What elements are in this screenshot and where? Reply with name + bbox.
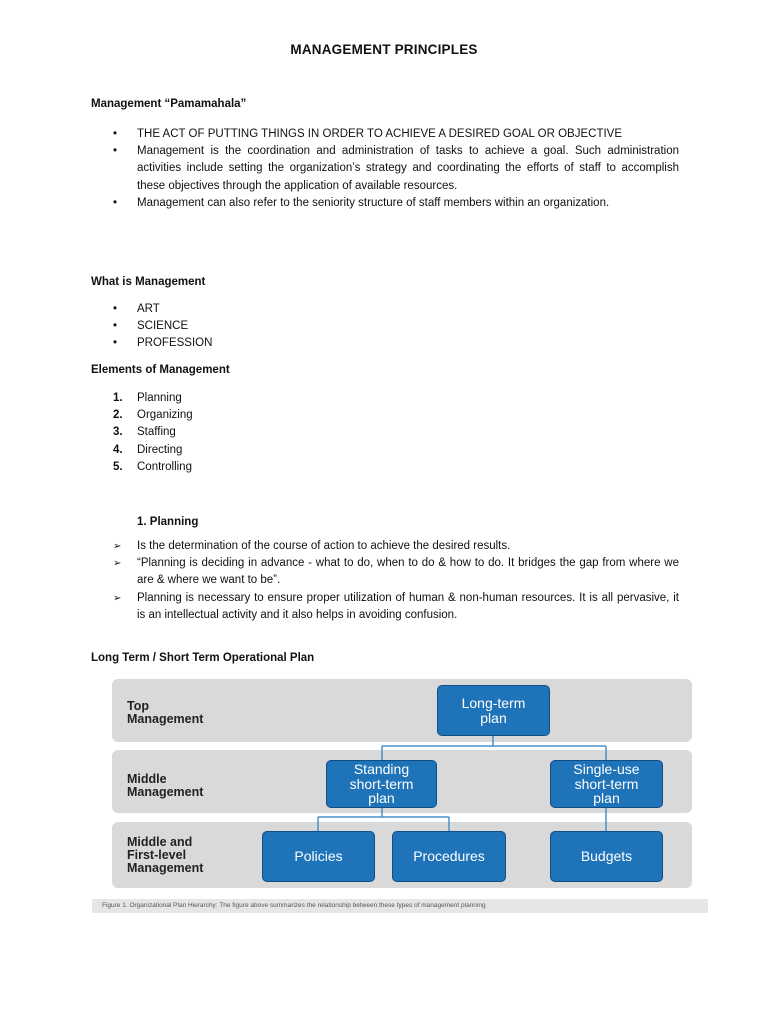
- heading-pamamahala: Management “Pamamahala”: [91, 98, 247, 110]
- band-label-middle: Middle Management: [127, 772, 204, 799]
- heading-what-is-management: What is Management: [91, 276, 206, 288]
- list-item: • Management is the coordination and administration of tasks to achieve a goal. Such administration activities include setting the organization’s strategy and coordinating the efforts of staff to accomplish these objectives through the application of available resources.: [113, 145, 679, 192]
- heading-planning: Planning: [149, 516, 199, 528]
- bullet-marker: •: [113, 128, 118, 140]
- list-item: • SCIENCE: [113, 318, 212, 335]
- elements-list: [113, 390, 193, 476]
- bullet-marker: •: [113, 145, 118, 158]
- list-item: 2. Organizing: [113, 409, 193, 422]
- list-item: • Management can also refer to the seniority structure of staff members within an organization.: [113, 195, 679, 212]
- heading-elements: Elements of Management: [91, 364, 230, 376]
- list-item: 4. Directing: [113, 443, 183, 456]
- list-item: • THE ACT OF PUTTING THINGS IN ORDER TO ACHIEVE A DESIRED GOAL OR OBJECTIVE: [113, 126, 679, 143]
- list-item: • ART: [113, 301, 212, 318]
- bullet-marker: •: [113, 196, 118, 209]
- box-single-use-plan: Single-use short-term plan: [550, 760, 663, 808]
- box-budgets: Budgets: [550, 831, 663, 882]
- planning-heading-row: [113, 514, 198, 531]
- list-item: ➢ “Planning is deciding in advance - what to do, when to do & how to do. It bridges the gap from where we are & where we want to be”.: [113, 557, 679, 587]
- planning-number: 1.: [137, 516, 147, 528]
- box-standing-plan: Standing short-term plan: [326, 760, 437, 808]
- arrow-bullet-icon: ➢: [113, 541, 122, 552]
- bullet-marker: •: [113, 320, 118, 333]
- pamamahala-list: [113, 126, 679, 212]
- list-item: ➢ Planning is necessary to ensure proper utilization of human & non-human resources. It is all pervasive, it is an intellectual activity and it also helps in avoiding confusion.: [113, 591, 679, 621]
- planning-list: [113, 538, 679, 624]
- list-item: • PROFESSION: [113, 335, 212, 352]
- list-item: 1. Planning: [113, 392, 182, 404]
- list-item: 5. Controlling: [113, 460, 192, 473]
- list-item: 3. Staffing: [113, 426, 176, 439]
- plan-hierarchy-diagram: [92, 676, 708, 914]
- heading-operational-plan: Long Term / Short Term Operational Plan: [91, 652, 315, 664]
- figure-caption: Figure 1. Organizational Plan Hierarchy: The figure above summarizes the relationship between these types of management planning: [92, 899, 708, 913]
- box-procedures: Procedures: [392, 831, 506, 882]
- band-label-top: Top Management: [127, 699, 204, 726]
- arrow-bullet-icon: ➢: [113, 558, 122, 570]
- band-label-first-level: Middle and First-level Management: [127, 835, 204, 875]
- page-title: MANAGEMENT PRINCIPLES: [290, 42, 478, 57]
- bullet-marker: •: [113, 303, 118, 315]
- box-policies: Policies: [262, 831, 375, 882]
- list-item: ➢ Is the determination of the course of action to achieve the desired results.: [113, 538, 679, 555]
- box-long-term-plan: Long-term plan: [437, 685, 550, 736]
- arrow-bullet-icon: ➢: [113, 592, 122, 604]
- bullet-marker: •: [113, 337, 118, 350]
- what-is-list: [113, 301, 212, 353]
